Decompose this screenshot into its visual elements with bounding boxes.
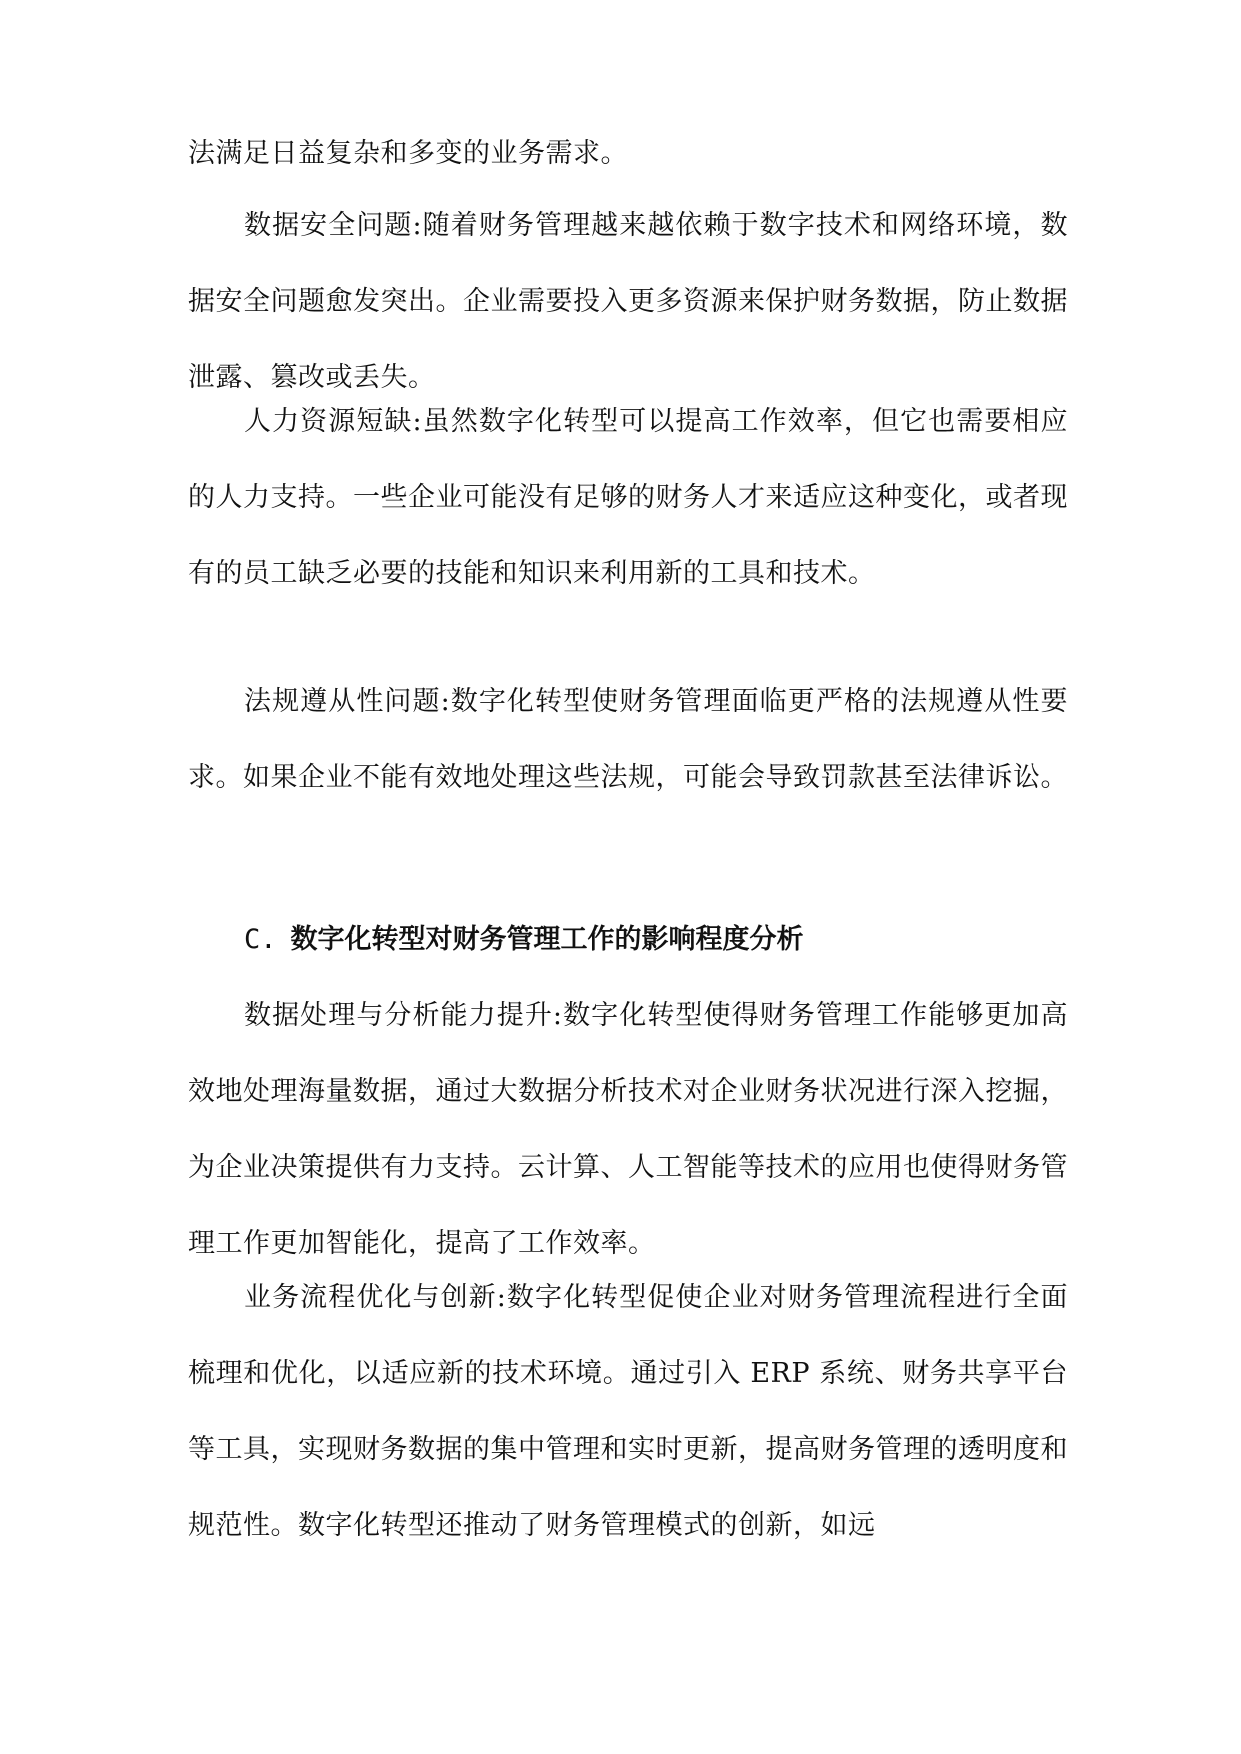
paragraph-regulatory-compliance: 法规遵从性问题:数字化转型使财务管理面临更严格的法规遵从性要求。如果企业不能有效地处理这些法规，可能会导致罚款甚至法律诉讼。 bbox=[188, 686, 1068, 793]
section-number: C. bbox=[244, 924, 277, 955]
paragraph-process-optimization: 业务流程优化与创新:数字化转型促使企业对财务管理流程进行全面梳理和优化，以适应新的技术环境。通过引入 ERP 系统、财务共享平台等工具，实现财务数据的集中管理和实时更新，提高财务管理的透明度和规范性。数字化转型还推动了财务管理模式的创新，如远 bbox=[188, 1282, 1068, 1541]
paragraph-data-security: 数据安全问题:随着财务管理越来越依赖于数字技术和网络环境，数据安全问题愈发突出。企业需要投入更多资源来保护财务数据，防止数据泄露、篡改或丢失。 bbox=[188, 210, 1068, 393]
paragraph-data-processing: 数据处理与分析能力提升:数字化转型使得财务管理工作能够更加高效地处理海量数据，通过大数据分析技术对企业财务状况进行深入挖掘，为企业决策提供有力支持。云计算、人工智能等技术的应用也使得财务管理工作更加智能化，提高了工作效率。 bbox=[188, 1000, 1068, 1259]
paragraph-continuation: 法满足日益复杂和多变的业务需求。 bbox=[188, 138, 628, 169]
section-title: 数字化转型对财务管理工作的影响程度分析 bbox=[290, 924, 804, 955]
paragraph-human-resources: 人力资源短缺:虽然数字化转型可以提高工作效率，但它也需要相应的人力支持。一些企业可能没有足够的财务人才来适应这种变化，或者现有的员工缺乏必要的技能和知识来利用新的工具和技术。 bbox=[188, 406, 1068, 589]
section-heading bbox=[244, 902, 1044, 978]
